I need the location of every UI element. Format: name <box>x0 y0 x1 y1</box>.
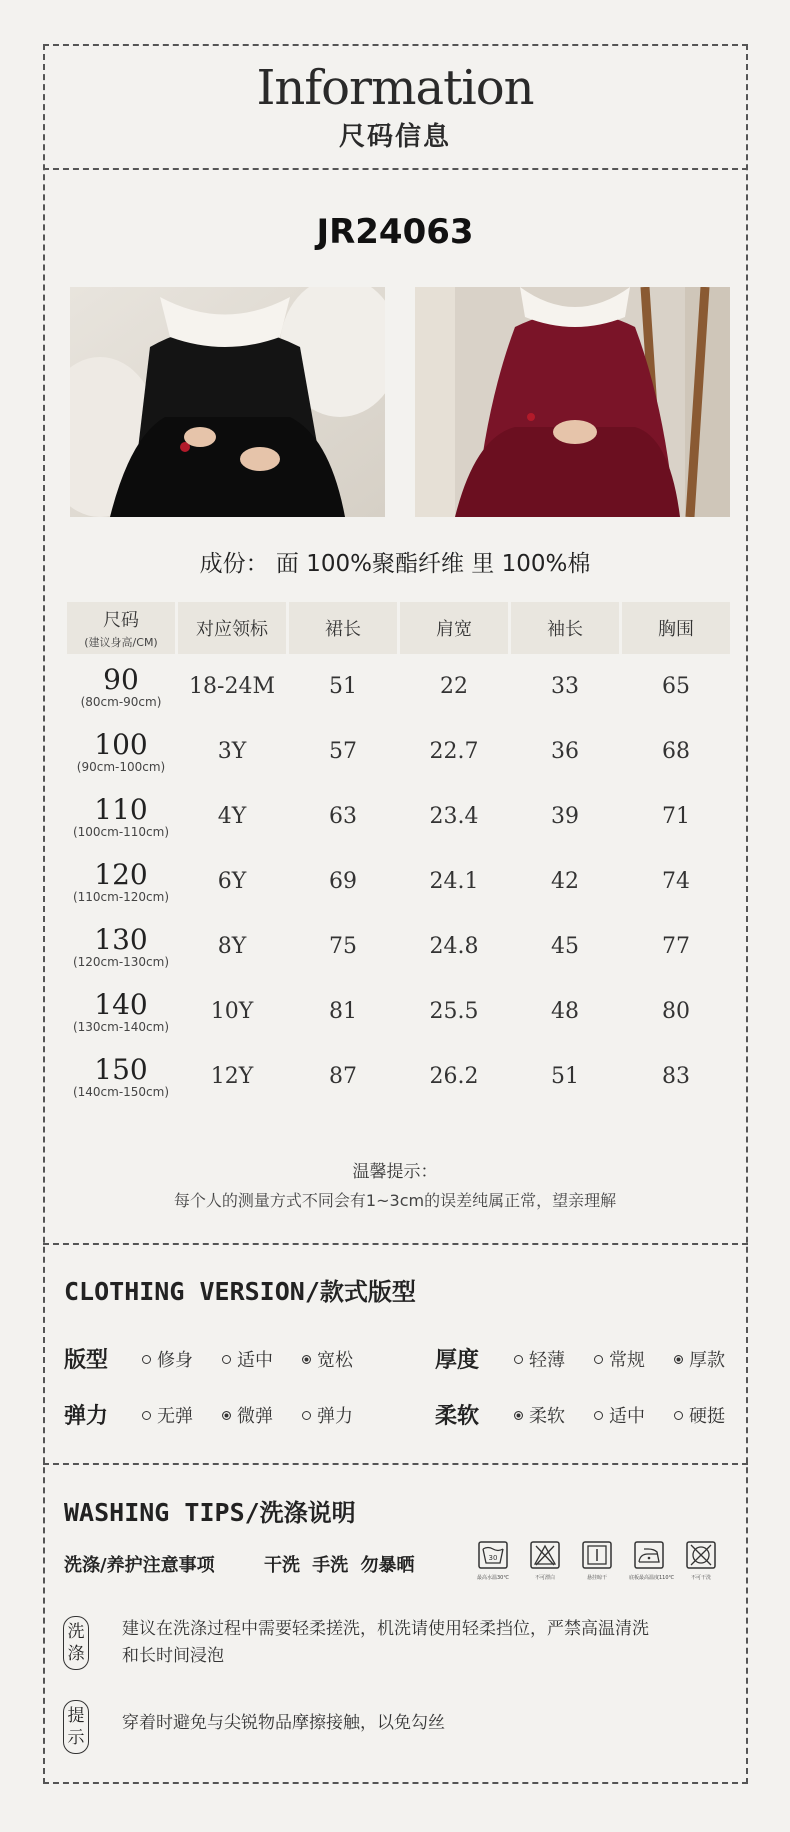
table-row <box>67 914 730 979</box>
header-divider <box>43 168 748 170</box>
section-divider <box>43 1463 748 1465</box>
option-elastic-slight[interactable] <box>222 1402 273 1428</box>
cell-sleeve: 33 <box>551 674 579 699</box>
care-label: 洗涤/养护注意事项 <box>64 1555 215 1576</box>
radio-icon <box>142 1355 151 1364</box>
cell-length: 75 <box>329 934 357 959</box>
table-row <box>67 979 730 1044</box>
tip-badge: 提示 <box>63 1700 89 1754</box>
header-subtitle: 尺码信息 <box>338 122 451 152</box>
size-height-range: (140cm-150cm) <box>72 1084 170 1099</box>
section-divider <box>43 1243 748 1245</box>
cell-sleeve: 51 <box>551 1064 579 1089</box>
hang-dry-icon <box>577 1541 617 1581</box>
care-methods: 干洗 手洗 勿暴晒 <box>264 1555 415 1576</box>
table-row <box>67 1044 730 1109</box>
icon-caption: 底板最高温度110℃ <box>629 1575 675 1581</box>
option-soft-soft[interactable] <box>514 1402 565 1428</box>
option-fit-regular[interactable] <box>222 1346 273 1372</box>
radio-icon <box>222 1355 231 1364</box>
table-row <box>67 719 730 784</box>
tip-text: 每个人的测量方式不同会有1~3cm的误差纯属正常，望亲理解 <box>173 1191 617 1210</box>
option-label: 无弹 <box>157 1406 193 1427</box>
cell-tag: 6Y <box>217 869 247 894</box>
attr-label-elasticity: 弹力 <box>64 1404 109 1429</box>
cell-tag: 12Y <box>210 1064 254 1089</box>
option-elastic-none[interactable] <box>142 1402 193 1428</box>
option-fit-slim[interactable] <box>142 1346 193 1372</box>
size-height-range: (130cm-140cm) <box>72 1019 170 1034</box>
option-label: 轻薄 <box>529 1350 565 1371</box>
option-label: 常规 <box>609 1350 645 1371</box>
size-value: 110 <box>94 792 148 826</box>
cell-chest: 83 <box>662 1064 690 1089</box>
product-sku: JR24063 <box>316 212 474 252</box>
radio-selected-icon <box>302 1355 311 1364</box>
option-label: 硬挺 <box>689 1406 725 1427</box>
size-table-header <box>67 602 730 654</box>
cell-tag: 10Y <box>210 999 254 1024</box>
radio-icon <box>674 1411 683 1420</box>
column-header-tag: 对应领标 <box>178 602 286 654</box>
table-row <box>67 784 730 849</box>
radio-icon <box>302 1411 311 1420</box>
size-height-range: (80cm-90cm) <box>80 694 162 709</box>
cell-size <box>67 654 175 719</box>
option-label: 柔软 <box>529 1406 565 1427</box>
cell-size <box>67 914 175 979</box>
cell-size <box>67 1044 175 1109</box>
cell-tag: 4Y <box>217 804 247 829</box>
product-photo-burgundy <box>415 287 730 517</box>
cell-shoulder: 23.4 <box>429 804 479 829</box>
radio-selected-icon <box>674 1355 683 1364</box>
cell-shoulder: 24.1 <box>429 869 479 894</box>
cell-length: 87 <box>329 1064 357 1089</box>
cell-chest: 80 <box>662 999 690 1024</box>
tip-note: 穿着时避免与尖锐物品摩擦接触，以免勾丝 <box>122 1713 445 1733</box>
radio-selected-icon <box>514 1411 523 1420</box>
cell-chest: 65 <box>662 674 690 699</box>
attr-label-fit: 版型 <box>64 1348 109 1373</box>
cell-tag: 3Y <box>217 739 247 764</box>
cell-sleeve: 45 <box>551 934 579 959</box>
option-elastic-stretch[interactable] <box>302 1402 353 1428</box>
option-thickness-thin[interactable] <box>514 1346 565 1372</box>
table-row <box>67 849 730 914</box>
cell-size <box>67 979 175 1044</box>
option-label: 弹力 <box>317 1406 353 1427</box>
no-tumble-dry-icon <box>681 1541 721 1581</box>
size-height-range: (90cm-100cm) <box>76 759 166 774</box>
option-label: 修身 <box>157 1350 193 1371</box>
icon-caption: 不可漂白 <box>534 1575 555 1581</box>
wash-30-icon <box>473 1541 513 1581</box>
cell-sleeve: 39 <box>551 804 579 829</box>
size-value: 140 <box>94 987 148 1021</box>
size-value: 120 <box>94 857 148 891</box>
icon-caption: 不可干洗 <box>690 1575 711 1581</box>
attr-label-thickness: 厚度 <box>435 1348 480 1373</box>
cell-chest: 71 <box>662 804 690 829</box>
option-label: 微弹 <box>237 1406 273 1427</box>
cell-sleeve: 48 <box>551 999 579 1024</box>
size-value: 90 <box>103 662 139 696</box>
cell-sleeve: 36 <box>551 739 579 764</box>
column-header-sleeve: 袖长 <box>511 602 619 654</box>
radio-icon <box>594 1411 603 1420</box>
cell-tag: 8Y <box>217 934 247 959</box>
size-height-range: (110cm-120cm) <box>72 889 170 904</box>
iron-low-icon <box>629 1541 675 1581</box>
option-label: 适中 <box>609 1406 645 1427</box>
option-soft-stiff[interactable] <box>674 1402 725 1428</box>
cell-length: 69 <box>329 869 357 894</box>
option-thickness-thick[interactable] <box>674 1346 725 1372</box>
cell-length: 51 <box>329 674 357 699</box>
radio-icon <box>594 1355 603 1364</box>
section-title-cn: 洗涤说明 <box>259 1499 356 1527</box>
cell-shoulder: 24.8 <box>429 934 479 959</box>
option-label: 厚款 <box>689 1350 725 1371</box>
option-label: 适中 <box>237 1350 273 1371</box>
section-title-cn: 款式版型 <box>319 1278 416 1306</box>
size-table <box>64 602 733 1109</box>
no-bleach-icon <box>525 1541 565 1581</box>
cell-chest: 77 <box>662 934 690 959</box>
size-value: 100 <box>94 727 148 761</box>
column-header-chest: 胸围 <box>622 602 730 654</box>
cell-shoulder: 22 <box>440 674 468 699</box>
column-header-label: 尺码 <box>103 610 139 631</box>
attr-label-softness: 柔软 <box>435 1404 480 1429</box>
product-photo-black <box>70 287 385 517</box>
svg-text:30: 30 <box>488 1554 498 1562</box>
cell-length: 57 <box>329 739 357 764</box>
cell-length: 63 <box>329 804 357 829</box>
cell-length: 81 <box>329 999 357 1024</box>
cell-tag: 18-24M <box>189 674 275 699</box>
cell-shoulder: 26.2 <box>429 1064 479 1089</box>
radio-selected-icon <box>222 1411 231 1420</box>
radio-icon <box>514 1355 523 1364</box>
cell-shoulder: 22.7 <box>429 739 479 764</box>
material-composition: 成份： 面 100%聚酯纤维 里 100%棉 <box>199 551 591 577</box>
section-title-en: CLOTHING VERSION/ <box>64 1277 320 1306</box>
cell-shoulder: 25.5 <box>429 999 479 1024</box>
option-soft-regular[interactable] <box>594 1402 645 1428</box>
header-title: Information <box>256 60 534 116</box>
table-row <box>67 654 730 719</box>
size-value: 150 <box>94 1052 148 1086</box>
section-title-en: WASHING TIPS/ <box>64 1498 260 1527</box>
column-header-length: 裙长 <box>289 602 397 654</box>
icon-caption: 悬挂晾干 <box>586 1575 607 1581</box>
size-height-range: (100cm-110cm) <box>72 824 170 839</box>
column-header-size <box>67 602 175 654</box>
icon-caption: 最高水温30℃ <box>477 1575 509 1581</box>
washing-tips-title <box>64 1493 356 1528</box>
size-value: 130 <box>94 922 148 956</box>
wash-badge: 洗涤 <box>63 1616 89 1670</box>
option-fit-loose[interactable] <box>302 1346 353 1372</box>
cell-chest: 74 <box>662 869 690 894</box>
clothing-version-title <box>64 1272 416 1307</box>
size-height-range: (120cm-130cm) <box>72 954 170 969</box>
cell-chest: 68 <box>662 739 690 764</box>
column-header-sublabel: (建议身高/CM) <box>84 636 158 649</box>
cell-size <box>67 849 175 914</box>
option-label: 宽松 <box>317 1350 353 1371</box>
radio-icon <box>142 1411 151 1420</box>
option-thickness-regular[interactable] <box>594 1346 645 1372</box>
wash-note: 建议在洗涤过程中需要轻柔搓洗，机洗请使用轻柔挡位，严禁高温清洗和长时间浸泡 <box>122 1619 649 1666</box>
cell-sleeve: 42 <box>551 869 579 894</box>
tip-title: 温馨提示： <box>352 1162 438 1182</box>
cell-size <box>67 719 175 784</box>
column-header-shoulder: 肩宽 <box>400 602 508 654</box>
cell-size <box>67 784 175 849</box>
